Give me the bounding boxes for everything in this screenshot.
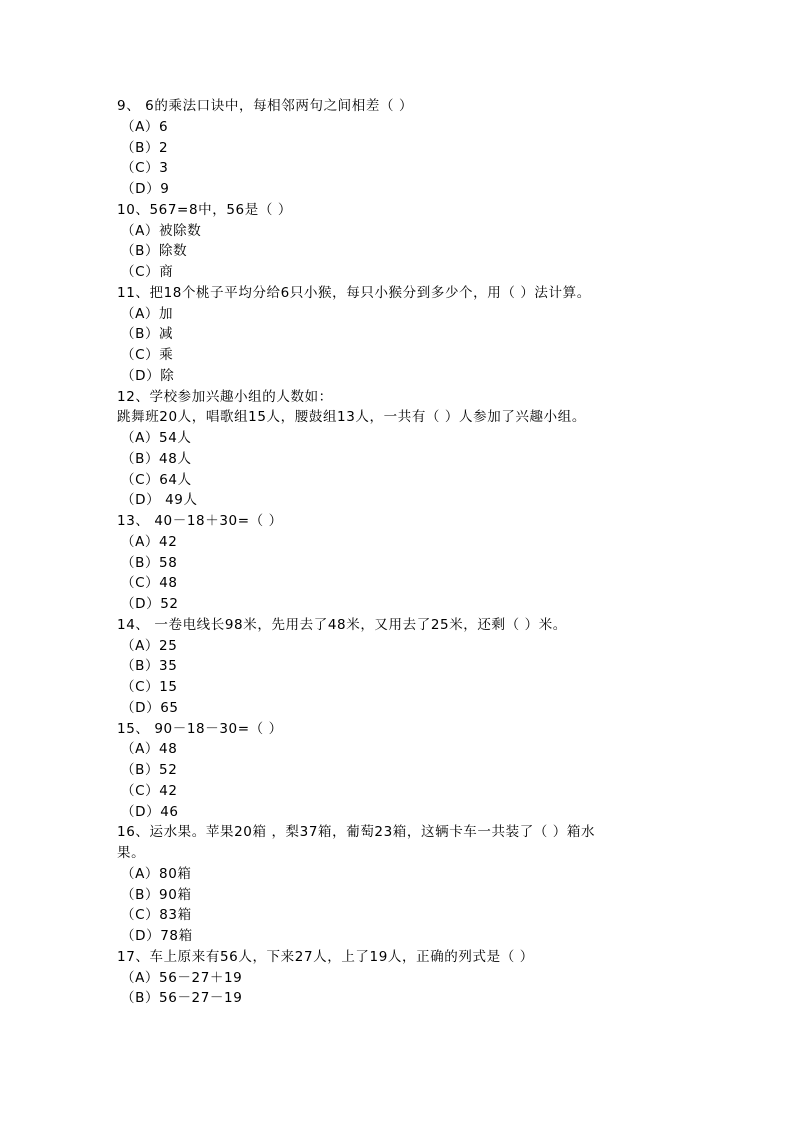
answer-option: （B）58 bbox=[121, 554, 178, 571]
question-list bbox=[117, 96, 687, 1009]
answer-option: （D）65 bbox=[121, 699, 179, 716]
answer-option: （A）6 bbox=[121, 118, 169, 135]
answer-option: （B）35 bbox=[121, 658, 178, 675]
answer-option: （A）48 bbox=[121, 741, 178, 758]
answer-option: （C）15 bbox=[121, 679, 178, 695]
question-stem: 9、 6的乘法口诀中，每相邻两句之间相差（ ） bbox=[117, 98, 414, 114]
question-stem: 14、 一卷电线长98米，先用去了48米，又用去了25米，还剩（ ）米。 bbox=[117, 616, 567, 633]
answer-option: （C）64人 bbox=[121, 471, 192, 488]
answer-option: （C）83箱 bbox=[121, 907, 192, 924]
question-stem: 果。 bbox=[117, 845, 146, 861]
question-stem: 13、 40－18＋30=（ ） bbox=[117, 513, 283, 529]
answer-option: （A）42 bbox=[121, 533, 178, 550]
answer-option: （B）52 bbox=[121, 762, 178, 778]
answer-option: （B）56－27－19 bbox=[121, 990, 243, 1007]
question-stem: 12、学校参加兴趣小组的人数如： bbox=[117, 388, 333, 405]
answer-option: （A）加 bbox=[121, 305, 174, 322]
question-stem: 15、 90－18－30=（ ） bbox=[117, 720, 283, 737]
answer-option: （B）除数 bbox=[121, 243, 188, 260]
question-stem: 16、运水果。苹果20箱 ，梨37箱，葡萄23箱，这辆卡车一共装了（ ）箱水 bbox=[117, 824, 596, 841]
question-stem: 17、车上原来有56人，下来27人，上了19人，正确的列式是（ ） bbox=[117, 948, 534, 965]
answer-option: （C）商 bbox=[121, 264, 174, 280]
answer-option: （A）54人 bbox=[121, 430, 192, 446]
answer-option: （B）48人 bbox=[121, 450, 192, 467]
question-stem: 11、把18个桃子平均分给6只小猴，每只小猴分到多少个，用（ ）法计算。 bbox=[117, 284, 591, 301]
answer-option: （C）42 bbox=[121, 782, 178, 799]
answer-option: （D）9 bbox=[121, 181, 170, 197]
answer-option: （B）90箱 bbox=[121, 886, 192, 903]
question-stem: 跳舞班20人，唱歌组15人，腰鼓组13人，一共有（ ）人参加了兴趣小组。 bbox=[117, 409, 586, 426]
answer-option: （D） 49人 bbox=[121, 492, 198, 509]
answer-option: （A）80箱 bbox=[121, 865, 192, 882]
answer-option: （D）78箱 bbox=[121, 928, 193, 944]
answer-option: （D）除 bbox=[121, 367, 175, 384]
answer-option: （D）46 bbox=[121, 803, 179, 820]
answer-option: （B）2 bbox=[121, 139, 169, 156]
answer-option: （C）乘 bbox=[121, 347, 174, 363]
answer-option: （A）25 bbox=[121, 637, 178, 654]
answer-option: （C）48 bbox=[121, 575, 178, 592]
answer-option: （D）52 bbox=[121, 596, 179, 612]
answer-option: （A）被除数 bbox=[121, 222, 202, 239]
answer-option: （B）减 bbox=[121, 326, 174, 343]
question-stem: 10、567=8中，56是（ ） bbox=[117, 201, 292, 218]
answer-option: （A）56－27＋19 bbox=[121, 969, 243, 986]
answer-option: （C）3 bbox=[121, 160, 169, 177]
